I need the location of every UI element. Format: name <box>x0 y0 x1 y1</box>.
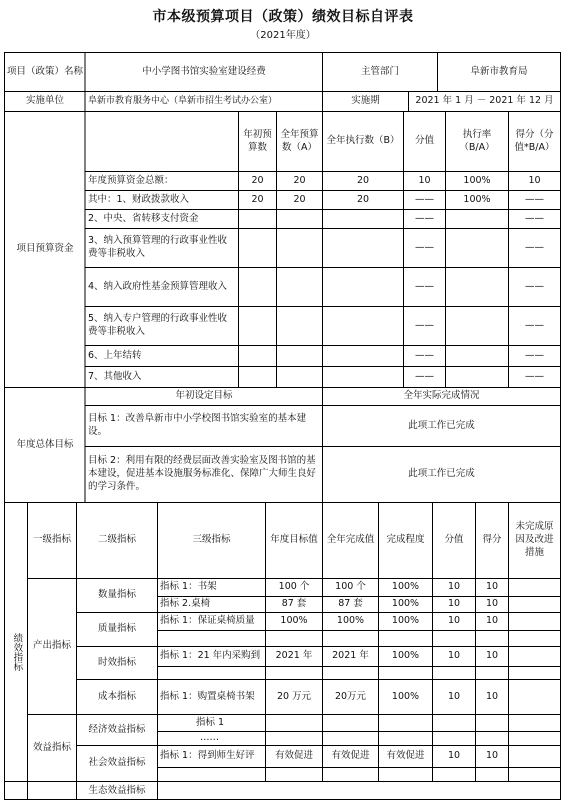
level3-indicator: 指标 1：得到师生好评 <box>160 750 255 762</box>
budget-col-header: 得分（分值*B/A） <box>514 128 555 153</box>
level3-indicator: …… <box>200 732 219 744</box>
perf-col-header: 完成程度 <box>386 534 425 546</box>
perf-cell: 10 <box>447 615 461 627</box>
perf-cell: 10 <box>485 690 499 702</box>
budget-cell <box>239 229 276 267</box>
perf-cell <box>379 715 432 731</box>
perf-cell: 100% <box>391 690 420 702</box>
perf-cell <box>476 732 508 745</box>
budget-cell: 100% <box>463 174 491 186</box>
perf-col-header: 分值 <box>444 534 464 546</box>
budget-cell: —— <box>525 319 544 331</box>
budget-cell <box>277 268 322 306</box>
budget-col-header: 执行率（B/A） <box>459 128 495 153</box>
budget-cell: —— <box>525 193 544 205</box>
perf-cell: 100% <box>280 615 308 627</box>
budget-cell <box>277 307 322 345</box>
budget-cell: —— <box>525 212 544 224</box>
budget-cell <box>323 268 403 306</box>
unit-label: 实施单位 <box>25 95 64 107</box>
perf-cell: 10 <box>485 598 499 610</box>
budget-cell <box>239 210 276 228</box>
page-subtitle: （2021年度） <box>250 30 316 41</box>
perf-cell <box>266 715 322 731</box>
budget-cell <box>446 367 508 387</box>
budget-row-label: 5、纳入专户管理的行政事业性收费等非税收入 <box>88 313 228 337</box>
dept-label: 主管部门 <box>360 65 399 77</box>
budget-col-header: 年初预算数 <box>243 128 272 153</box>
level3-indicator: 指标 2.桌椅 <box>160 598 211 610</box>
budget-cell <box>446 229 508 267</box>
period-label: 实施期 <box>351 95 380 107</box>
perf-cell: 10 <box>485 650 499 662</box>
project-name-label: 项目（政策）名称 <box>7 65 84 77</box>
level3-indicator: 指标 1：保证桌椅质量 <box>160 615 255 627</box>
perf-cell: 有效促进 <box>274 750 313 762</box>
budget-row-label: 6、上年结转 <box>88 349 142 361</box>
perf-section-text: 绩效指标 <box>11 632 23 671</box>
budget-cell <box>277 210 322 228</box>
budget-row-label: 3、纳入预算管理的行政事业性收费等非税收入 <box>88 235 228 259</box>
level3-indicator: 指标 1：21 年内采购到 <box>160 650 261 662</box>
budget-cell <box>277 367 322 387</box>
budget-cell: —— <box>415 370 434 382</box>
perf-cell: 有效促进 <box>386 750 425 762</box>
budget-cell: —— <box>525 370 544 382</box>
perf-cell: 10 <box>447 650 461 662</box>
budget-cell <box>323 367 403 387</box>
perf-cell: 有效促进 <box>331 750 370 762</box>
budget-cell: —— <box>415 241 434 253</box>
level2-economic: 经济效益指标 <box>88 723 146 735</box>
goal-actual-2: 此项工作已完成 <box>408 468 475 480</box>
perf-col-header: 全年完成值 <box>326 534 375 546</box>
budget-col-header: 全年执行数（B） <box>326 135 400 147</box>
level2-quality: 质量指标 <box>97 623 136 635</box>
budget-cell <box>323 210 403 228</box>
budget-cell: —— <box>415 212 434 224</box>
perf-cell <box>433 715 475 731</box>
budget-cell: —— <box>415 193 434 205</box>
goal-actual-1: 此项工作已完成 <box>408 419 475 431</box>
budget-cell <box>239 268 276 306</box>
level1-output: 产出指标 <box>32 640 71 652</box>
budget-cell: —— <box>415 319 434 331</box>
budget-cell <box>446 346 508 366</box>
perf-col-header: 二级指标 <box>97 534 136 546</box>
perf-section-label <box>5 503 27 800</box>
budget-cell: —— <box>415 349 434 361</box>
budget-cell <box>277 346 322 366</box>
budget-cell: 100% <box>463 193 491 205</box>
perf-cell: 100% <box>391 650 420 662</box>
perf-cell: 100 个 <box>335 581 366 593</box>
budget-row-label: 年度预算资金总额： <box>88 174 174 186</box>
budget-cell: 20 <box>356 193 370 205</box>
budget-cell <box>277 229 322 267</box>
level2-cost: 成本指标 <box>97 690 136 702</box>
budget-col-header: 全年预算数（A） <box>280 128 319 153</box>
budget-cell: 20 <box>293 174 306 186</box>
perf-cell <box>266 732 322 745</box>
perf-col-header: 三级指标 <box>192 534 231 546</box>
level1-benefit: 效益指标 <box>32 741 71 753</box>
budget-cell: —— <box>525 349 544 361</box>
budget-cell: 10 <box>528 174 541 186</box>
perf-cell <box>433 732 475 745</box>
budget-row-label: 2、中央、省转移支付资金 <box>88 212 199 224</box>
perf-cell: 20万元 <box>334 690 367 702</box>
perf-cell: 10 <box>447 750 461 762</box>
perf-cell: 100% <box>391 598 420 610</box>
perf-cell <box>476 715 508 731</box>
budget-section-label: 项目预算资金 <box>16 243 74 255</box>
budget-cell <box>323 307 403 345</box>
level2-quantity: 数量指标 <box>97 589 136 601</box>
perf-cell: 100% <box>391 615 420 627</box>
goals-section-label: 年度总体目标 <box>16 438 74 450</box>
perf-cell: 87 套 <box>338 598 363 610</box>
budget-row-label: 其中：1、财政拨款收入 <box>88 193 190 205</box>
perf-cell: 20 万元 <box>276 690 312 702</box>
budget-cell <box>323 346 403 366</box>
budget-cell: 20 <box>293 193 306 205</box>
budget-col-header: 分值 <box>414 135 434 147</box>
budget-cell <box>323 229 403 267</box>
goals-actual-header: 全年实际完成情况 <box>403 390 480 402</box>
level3-indicator: 指标 1：购置桌椅书架 <box>160 690 255 702</box>
budget-row-label: 4、纳入政府性基金预算管理收入 <box>88 280 228 292</box>
perf-col-header: 未完成原因及改进措施 <box>515 521 554 558</box>
perf-cell <box>323 732 378 745</box>
goal-target-2: 目标 2：利用有限的经费层面改善实验室及图书馆的基本建设，促进基本设施服务标准化、保障广大师生良好的学习条件。 <box>88 455 317 492</box>
perf-cell: 100% <box>391 581 420 593</box>
project-name-value: 中小学图书馆实验室建设经费 <box>142 65 266 77</box>
budget-cell: 20 <box>356 174 370 186</box>
level2-ecological: 生态效益指标 <box>88 784 146 796</box>
goals-plan-header: 年初设定目标 <box>175 390 233 402</box>
period-value: 2021 年 1 月 － 2021 年 12 月 <box>415 95 554 107</box>
level3-indicator: 指标 1 <box>196 716 225 728</box>
level2-time: 时效指标 <box>97 656 136 668</box>
budget-cell: —— <box>525 280 544 292</box>
budget-cell: 20 <box>251 193 264 205</box>
perf-cell: 10 <box>485 750 499 762</box>
perf-cell: 10 <box>447 581 461 593</box>
level3-indicator: 指标 1：书架 <box>160 581 217 593</box>
perf-cell: 2021 年 <box>332 650 369 662</box>
perf-col-header: 得分 <box>482 534 502 546</box>
perf-cell: 100% <box>336 615 365 627</box>
perf-cell: 2021 年 <box>275 650 313 662</box>
perf-cell: 10 <box>485 581 499 593</box>
perf-cell <box>323 715 378 731</box>
level2-social: 社会效益指标 <box>88 757 146 769</box>
budget-cell: —— <box>525 241 544 253</box>
page-title: 市本级预算项目（政策）绩效目标自评表 <box>152 9 414 25</box>
budget-cell: 20 <box>251 174 264 186</box>
budget-row-label: 7、其他收入 <box>88 370 142 382</box>
perf-cell: 10 <box>485 615 499 627</box>
budget-cell <box>239 307 276 345</box>
budget-cell: —— <box>415 280 434 292</box>
perf-cell: 100 个 <box>278 581 310 593</box>
perf-cell: 10 <box>447 598 461 610</box>
perf-col-header: 一级指标 <box>32 534 71 546</box>
budget-cell <box>239 346 276 366</box>
perf-cell <box>379 732 432 745</box>
budget-cell <box>446 268 508 306</box>
perf-cell: 87 套 <box>281 598 307 610</box>
perf-col-header: 年度目标值 <box>270 534 318 546</box>
dept-value: 阜新市教育局 <box>470 65 528 77</box>
budget-cell: 10 <box>418 174 431 186</box>
unit-value: 阜新市教育服务中心（阜新市招生考试办公室） <box>88 96 278 107</box>
budget-cell <box>446 307 508 345</box>
budget-cell <box>446 210 508 228</box>
budget-cell <box>239 367 276 387</box>
goal-target-1: 目标 1：改善阜新市中小学校图书馆实验室的基本建设。 <box>88 413 307 437</box>
perf-cell: 10 <box>447 690 461 702</box>
